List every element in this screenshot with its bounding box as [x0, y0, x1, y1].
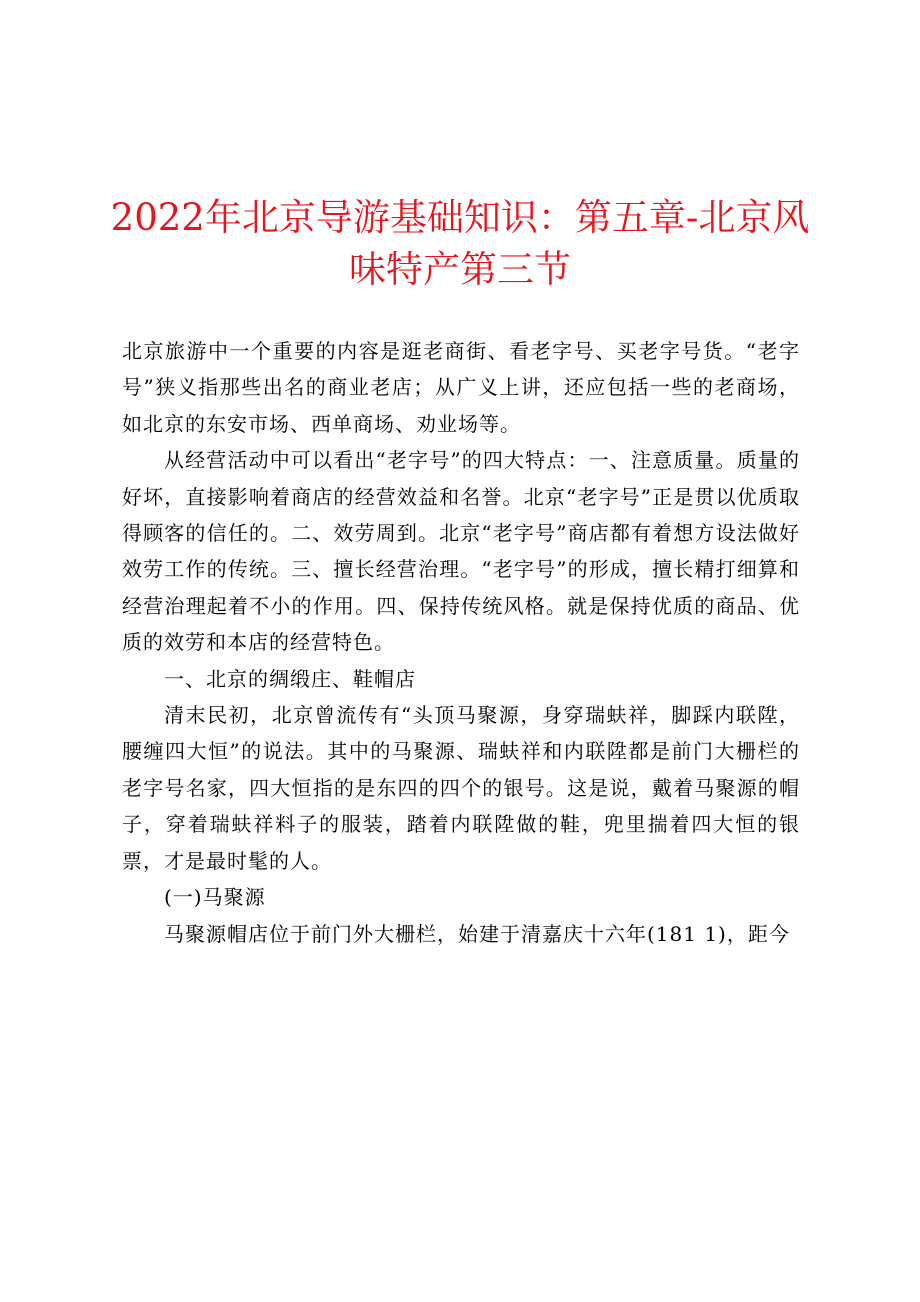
document-body — [122, 333, 800, 952]
paragraph-intro: 北京旅游中一个重要的内容是逛老商街、看老字号、买老字号货。“老字号”狭义指那些出名的商业老店；从广义上讲，还应包括一些的老商场，如北京的东安市场、西单商场、劝业场等。 — [122, 339, 800, 436]
paragraph-features: 从经营活动中可以看出“老字号”的四大特点：一、注意质量。质量的好坏，直接影响着商店的经营效益和名誉。北京“老字号”正是贯以优质取得顾客的信任的。二、效劳周到。北京“老字号”商店都有着想方设法做好效劳工作的传统。三、擅长经营治理。“老字号”的形成，擅长精打细算和经营治理起着不小的作用。四、保持传统风格。就是保持优质的商品、优质的效劳和本店的经营特色。 — [122, 448, 800, 655]
paragraph-saying: 清末民初，北京曾流传有“头顶马聚源，身穿瑞蚨祥，脚踩内联陞，腰缠四大恒”的说法。其中的马聚源、瑞蚨祥和内联陞都是前门大栅栏的老字号名家，四大恒指的是东四的四个的银号。这是说，戴着马聚源的帽子，穿着瑞蚨祥料子的服装，踏着内联陞做的鞋，兜里揣着四大恒的银票，才是最时髦的人。 — [122, 703, 800, 873]
subsection-heading: (一)马聚源 — [164, 885, 266, 910]
section-heading: 一、北京的绸缎庄、鞋帽店 — [164, 666, 416, 691]
document-title: 2022年北京导游基础知识：第五章-北京风味特产第三节 — [110, 196, 810, 291]
paragraph-majuyuan: 马聚源帽店位于前门外大栅栏，始建于清嘉庆十六年(181 1)，距今 — [164, 921, 790, 946]
